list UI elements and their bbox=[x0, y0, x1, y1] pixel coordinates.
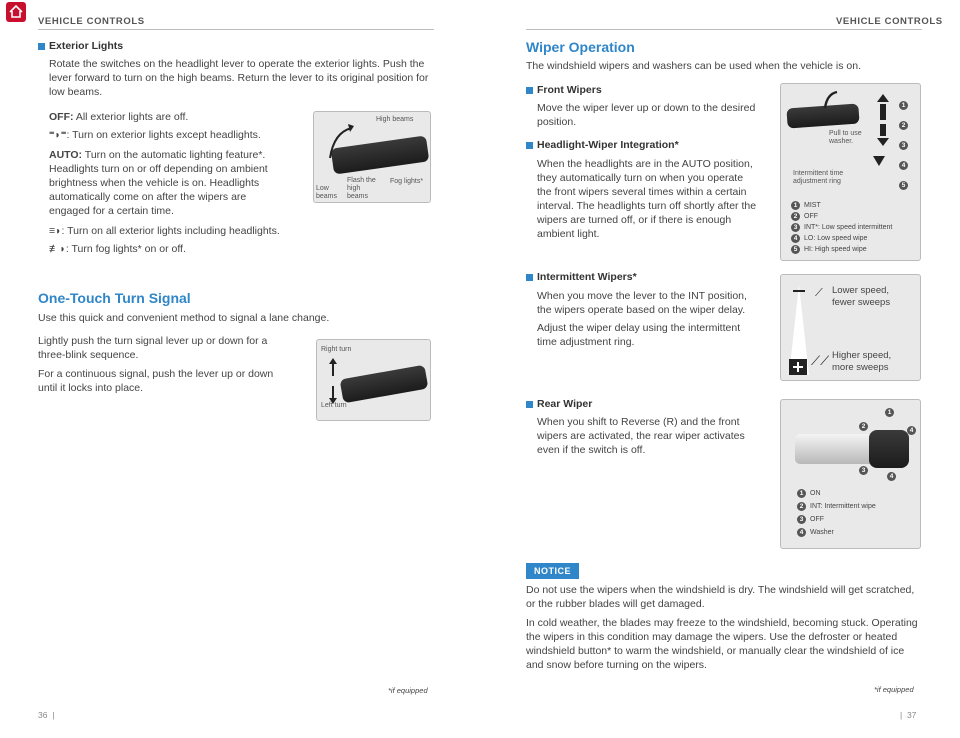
front-wiper-legend bbox=[791, 200, 892, 255]
pull-arrow-icon bbox=[819, 88, 843, 112]
legend-text-1: MIST bbox=[804, 202, 821, 209]
right-page-num: 37 bbox=[906, 710, 917, 720]
right-header: VEHICLE CONTROLS bbox=[836, 16, 943, 27]
left-footnote: *if equipped bbox=[388, 686, 428, 695]
legend-text-5: HI: High speed wipe bbox=[804, 246, 867, 253]
integration-heading bbox=[526, 139, 679, 151]
off-line bbox=[49, 110, 299, 124]
front-wipers-body: Move the wiper lever up or down to the desired position. bbox=[537, 102, 756, 128]
fog-lights-caption: Fog lights* bbox=[390, 178, 424, 185]
lower-speed-caption: Lower speed, fewer sweeps bbox=[832, 285, 891, 308]
legend-text-2: OFF bbox=[804, 213, 818, 220]
legend-text-3: INT*: Low speed intermittent bbox=[804, 224, 893, 231]
auto-text: Turn on the automatic lighting feature*. Headlights turn on or off depending on ambient brightness when the vehicle is on. Headlights automatically come on after the wipers are engaged for a certain time. bbox=[49, 149, 268, 217]
integration-body: When the headlights are in the AUTO position, they automatically turn on when you operate the front wipers several times within a certain interval. The headlights turn off shortly after the wipers are turned off, or if there is enough ambient light. bbox=[537, 158, 757, 240]
left-page-number: 36 | bbox=[38, 710, 55, 720]
pull-washer-caption: Pull to use washer. bbox=[829, 130, 862, 145]
legend-item-1: 1 MIST bbox=[791, 200, 892, 211]
badge-1: 1 bbox=[899, 101, 908, 110]
fog-line bbox=[49, 242, 309, 256]
flash-high-beams-caption: Flash the high beams bbox=[347, 177, 376, 200]
exterior-lights-heading bbox=[38, 40, 123, 52]
intermittent-p1: When you move the lever to the INT position, the wipers operate based on the wiper delay. bbox=[537, 290, 747, 316]
rear-legend-item-4: 4 Washer bbox=[797, 527, 876, 538]
right-turn-caption: Right turn bbox=[321, 346, 352, 353]
auto-label: AUTO: bbox=[49, 149, 83, 161]
rear-legend-item-2: 2 INT: Intermittent wipe bbox=[797, 501, 876, 512]
turn-signal-lever bbox=[340, 365, 429, 404]
rear-legend-item-1: 1 ON bbox=[797, 488, 876, 499]
headlights-text: : Turn on all exterior lights including headlights. bbox=[61, 225, 280, 237]
fog-light-icon: ≢◗ bbox=[49, 243, 66, 255]
headlight-icon: ≡◗ bbox=[49, 225, 62, 237]
ring-caption: Intermittent time adjustment ring bbox=[793, 170, 844, 185]
rear-wiper-legend bbox=[797, 488, 876, 538]
rear-wiper-body: When you shift to Reverse (R) and the front wipers are activated, the rear wiper activates even if the switch is off. bbox=[537, 416, 745, 456]
right-header-rule bbox=[526, 29, 922, 30]
off-text: All exterior lights are off. bbox=[73, 111, 189, 123]
badge-2: 2 bbox=[899, 121, 908, 130]
push-arrow-icon bbox=[324, 118, 384, 178]
rear-wiper-title: Rear Wiper bbox=[537, 398, 593, 410]
rear-legend-text-1: ON bbox=[810, 490, 821, 497]
intermittent-heading bbox=[526, 271, 637, 283]
rear-legend-text-3: OFF bbox=[810, 516, 824, 523]
front-step-badges bbox=[899, 94, 911, 192]
rear-legend-item-3: 3 OFF bbox=[797, 514, 876, 525]
turn-signal-p1: Lightly push the turn signal lever up or down for a three-blink sequence. bbox=[38, 335, 268, 361]
headlight-lever-figure bbox=[313, 111, 431, 203]
headlights-line bbox=[49, 224, 309, 238]
rear-wiper-switch bbox=[869, 430, 909, 468]
home-icon[interactable] bbox=[6, 2, 26, 22]
parking-line bbox=[49, 128, 309, 142]
badge-3: 3 bbox=[899, 141, 908, 150]
intermittent-title: Intermittent Wipers* bbox=[537, 271, 637, 283]
low-beams-caption: Low beams bbox=[316, 185, 338, 200]
legend-text-4: LO: Low speed wipe bbox=[804, 235, 868, 242]
turn-signal-intro: Use this quick and convenient method to signal a lane change. bbox=[38, 312, 330, 324]
wiper-sweep-icon-small: ⟋ bbox=[815, 287, 823, 299]
off-label: OFF: bbox=[49, 111, 74, 123]
exterior-lights-body: Rotate the switches on the headlight lever to operate the exterior lights. Push the lever forward to turn on the high beams. Return the lever to its original position for low beams. bbox=[49, 58, 429, 98]
turn-signal-p2: For a continuous signal, push the lever up or down until it locks into place. bbox=[38, 368, 274, 394]
front-wipers-title: Front Wipers bbox=[537, 84, 602, 96]
integration-title: Headlight-Wiper Integration* bbox=[537, 139, 679, 151]
notice-p1: Do not use the wipers when the windshield is dry. The windshield will get scratched, or the rubber blades will get damaged. bbox=[526, 584, 915, 610]
legend-item-4: 4 LO: Low speed wipe bbox=[791, 233, 892, 244]
parking-text: : Turn on exterior lights except headlights. bbox=[66, 129, 261, 141]
higher-speed-caption: Higher speed, more sweeps bbox=[832, 350, 892, 373]
rear-badge-1: 1 bbox=[885, 408, 894, 417]
turn-signal-figure bbox=[316, 339, 431, 421]
rear-badge-2: 2 bbox=[859, 422, 868, 431]
auto-line bbox=[49, 148, 277, 218]
rear-badge-4a: 4 bbox=[907, 426, 916, 435]
parking-lights-icon: ⁼◗⁼ bbox=[49, 129, 67, 141]
intermittent-p2: Adjust the wiper delay using the intermittent time adjustment ring. bbox=[537, 322, 741, 348]
front-wipers-heading bbox=[526, 84, 602, 96]
intermittent-figure bbox=[780, 274, 921, 381]
legend-item-2: 2 OFF bbox=[791, 211, 892, 222]
left-header: VEHICLE CONTROLS bbox=[38, 16, 145, 27]
speed-wedge bbox=[789, 285, 811, 377]
right-footnote: *if equipped bbox=[874, 685, 914, 694]
wiper-intro: The windshield wipers and washers can be used when the vehicle is on. bbox=[526, 60, 862, 72]
turn-signal-title: One-Touch Turn Signal bbox=[38, 290, 191, 306]
badge-5: 5 bbox=[899, 181, 908, 190]
left-header-rule bbox=[38, 29, 434, 30]
wiper-sweep-icon-large: ⟋⟋ bbox=[811, 353, 830, 368]
notice-badge: NOTICE bbox=[526, 563, 579, 579]
rear-wiper-figure bbox=[780, 399, 921, 549]
legend-item-3: 3 INT*: Low speed intermittent bbox=[791, 222, 892, 233]
up-down-arrow-icon bbox=[327, 356, 339, 406]
rear-badge-4b: 4 bbox=[887, 472, 896, 481]
legend-item-5: 5 HI: High speed wipe bbox=[791, 244, 892, 255]
front-wiper-figure bbox=[780, 83, 921, 261]
badge-4: 4 bbox=[899, 161, 908, 170]
rear-legend-text-4: Washer bbox=[810, 529, 834, 536]
rear-legend-text-2: INT: Intermittent wipe bbox=[810, 503, 876, 510]
rear-wiper-heading bbox=[526, 398, 592, 410]
fog-text: : Turn fog lights* on or off. bbox=[65, 243, 186, 255]
exterior-lights-title: Exterior Lights bbox=[49, 40, 124, 52]
left-turn-caption: Left turn bbox=[321, 402, 347, 409]
right-page-number: | 37 bbox=[900, 710, 917, 720]
rear-badge-3: 3 bbox=[859, 466, 868, 475]
left-page-num: 36 bbox=[38, 710, 48, 720]
notice-p2: In cold weather, the blades may freeze to the windshield, becoming stuck. Operating the wipers in this condition may damage the wipers. Use the defroster or heated windshield button* to warm the windshield, or manually clear the windshield of ice and snow before turning on the wipers. bbox=[526, 617, 918, 671]
wiper-operation-title: Wiper Operation bbox=[526, 39, 635, 55]
high-beams-caption: High beams bbox=[376, 116, 414, 123]
